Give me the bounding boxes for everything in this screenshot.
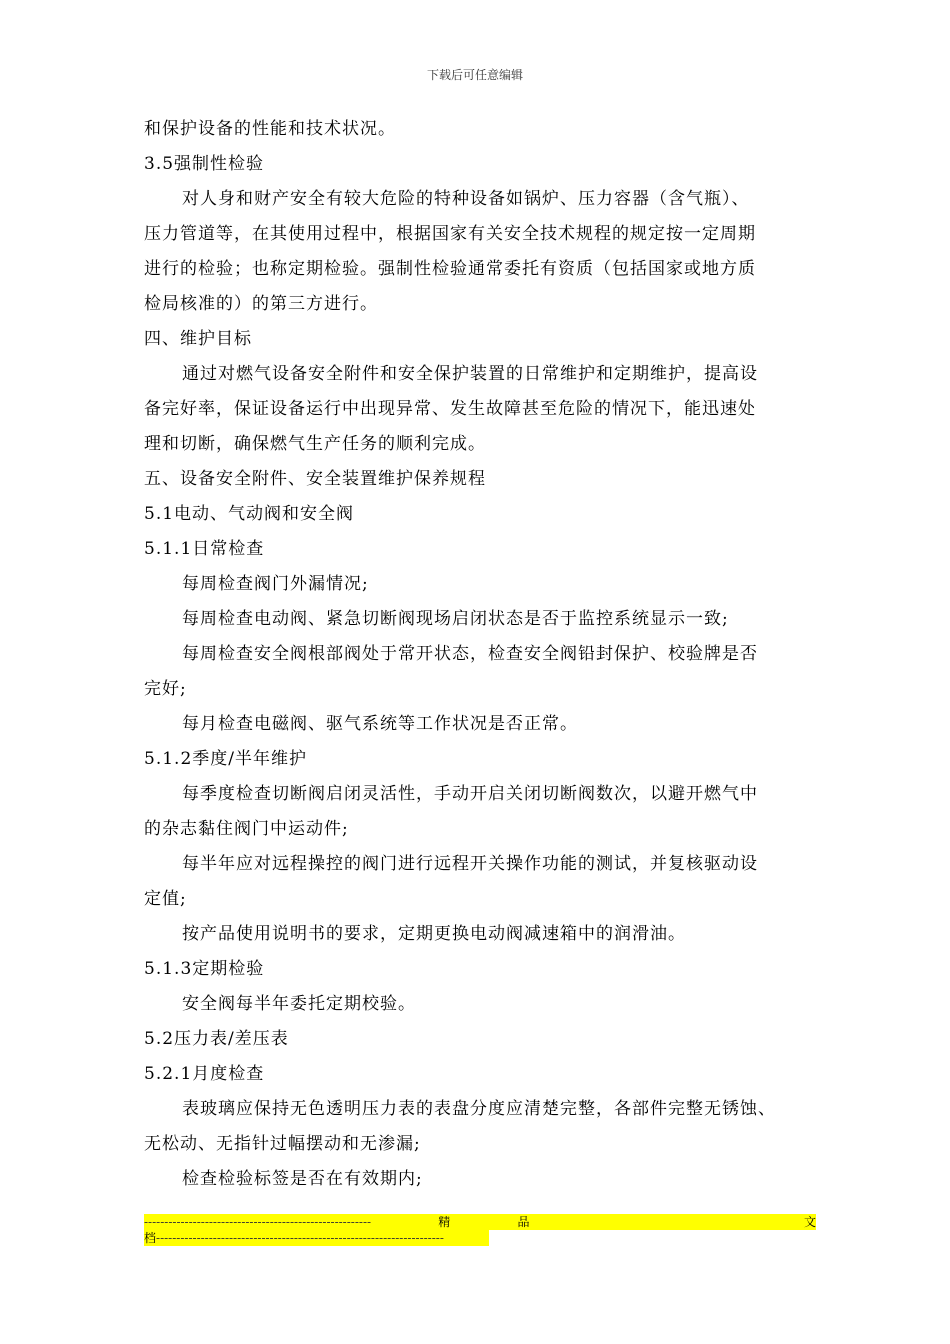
- text-line: 压力管道等，在其使用过程中，根据国家有关安全技术规程的规定按一定周期: [144, 224, 756, 244]
- text-line: 3.5强制性检验: [144, 154, 265, 174]
- text-line: 每半年应对远程操控的阀门进行远程开关操作功能的测试，并复核驱动设: [182, 854, 758, 874]
- text-line: 检局核准的）的第三方进行。: [144, 294, 378, 314]
- text-line: 完好;: [144, 679, 187, 699]
- text-line: 5.1.3定期检验: [144, 959, 265, 979]
- footer-banner-row: [144, 1214, 816, 1230]
- page-header: 下载后可任意编辑: [426, 68, 523, 82]
- footer-char-1: 精: [438, 1215, 451, 1229]
- text-line: 5.1.2季度/半年维护: [144, 749, 307, 769]
- text-line: 备完好率，保证设备运行中出现异常、发生故障甚至危险的情况下，能迅速处: [144, 399, 756, 419]
- text-line: 按产品使用说明书的要求，定期更换电动阀减速箱中的润滑油。: [182, 924, 686, 944]
- text-line: 每月检查电磁阀、驱气系统等工作状况是否正常。: [182, 714, 578, 734]
- footer-char-3: 文: [803, 1215, 816, 1229]
- text-line: 每周检查阀门外漏情况;: [182, 574, 369, 594]
- text-line: 对人身和财产安全有较大危险的特种设备如锅炉、压力容器（含气瓶）、: [182, 189, 750, 209]
- text-line: 四、维护目标: [144, 329, 252, 349]
- footer-spacer: [597, 1214, 737, 1230]
- text-line: 每周检查电动阀、紧急切断阀现场启闭状态是否于监控系统显示一致;: [182, 609, 729, 629]
- text-line: 安全阀每半年委托定期校验。: [182, 994, 416, 1014]
- text-line: 检查检验标签是否在有效期内;: [182, 1169, 423, 1189]
- footer-banner-row-2: [144, 1230, 489, 1246]
- footer-char-2: 品: [517, 1215, 530, 1229]
- text-line: 五、设备安全附件、安全装置维护保养规程: [144, 469, 486, 489]
- footer-char-4: 档: [144, 1231, 157, 1245]
- footer-dashes-right: -----------------------------------------------------------------------: [156, 1231, 444, 1245]
- text-line: 的杂志黏住阀门中运动件;: [144, 819, 349, 839]
- text-line: 5.2.1月度检查: [144, 1064, 265, 1084]
- text-line: 定值;: [144, 889, 187, 909]
- text-line: 5.1电动、气动阀和安全阀: [144, 504, 355, 524]
- footer-dashes-left: --------------------------------------------------------: [144, 1215, 372, 1229]
- document-body: [144, 112, 816, 1197]
- text-line: 进行的检验；也称定期检验。强制性检验通常委托有资质（包括国家或地方质: [144, 259, 756, 279]
- text-line: 5.2压力表/差压表: [144, 1029, 289, 1049]
- text-line: 和保护设备的性能和技术状况。: [144, 119, 396, 139]
- text-line: 表玻璃应保持无色透明压力表的表盘分度应清楚完整，各部件完整无锈蚀、: [182, 1099, 776, 1119]
- text-line: 无松动、无指针过幅摆动和无渗漏;: [144, 1134, 421, 1154]
- text-line: 理和切断，确保燃气生产任务的顺利完成。: [144, 434, 486, 454]
- text-line: 通过对燃气设备安全附件和安全保护装置的日常维护和定期维护，提高设: [182, 364, 758, 384]
- text-line: 每周检查安全阀根部阀处于常开状态，检查安全阀铅封保护、校验牌是否: [182, 644, 758, 664]
- page-footer: [144, 1214, 816, 1246]
- text-line: 5.1.1日常检查: [144, 539, 265, 559]
- text-line: 每季度检查切断阀启闭灵活性，手动开启关闭切断阀数次，以避开燃气中: [182, 784, 758, 804]
